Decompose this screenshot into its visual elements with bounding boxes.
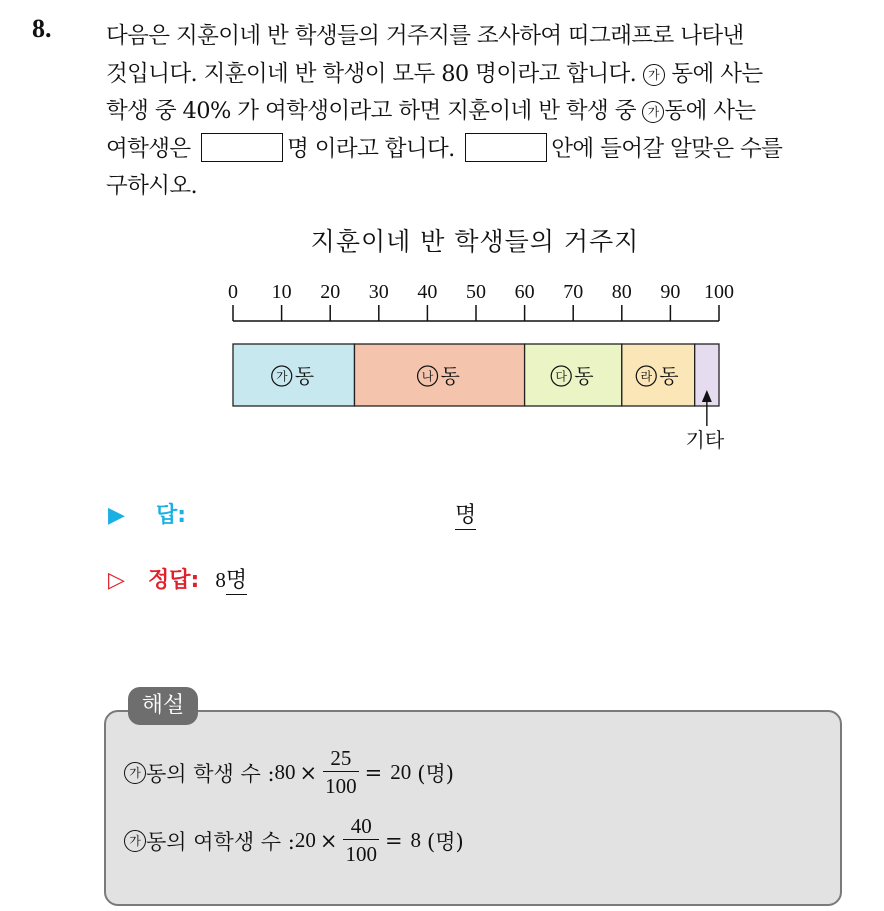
explanation-line-2 <box>124 813 464 868</box>
explanation-1-a: 80 <box>274 760 296 784</box>
explanation-2-op: × <box>319 828 338 853</box>
explanation-2-prefix: 동의 여학생 수 : <box>146 829 295 854</box>
explanation-1-eq: = <box>364 760 383 785</box>
explanation-tab: 해설 <box>128 687 198 725</box>
explanation-1-fraction <box>323 745 359 800</box>
correct-answer-value: 8 <box>215 568 226 592</box>
explanation-1-prefix: 동의 학생 수 : <box>146 761 275 786</box>
question-line-2-tail: 동에 사는 <box>671 60 763 87</box>
explanation-2-a: 20 <box>294 828 316 852</box>
other-label: 기타 <box>685 428 725 452</box>
play-triangle-icon: ▶ <box>108 503 125 528</box>
outline-triangle-icon: ▷ <box>108 568 125 593</box>
segment-marker-text: 라 <box>640 369 653 384</box>
question-line-4-mid: 명 이라고 합니다. <box>287 135 455 162</box>
segment-marker-text: 나 <box>421 369 434 384</box>
segment-marker-text: 다 <box>555 369 567 384</box>
explanation-2-result: 8 <box>410 828 422 852</box>
tick-label: 20 <box>320 281 341 303</box>
tick-label: 70 <box>563 281 584 303</box>
explanation-2-numerator: 40 <box>350 814 372 838</box>
question-number: 8. <box>32 14 52 43</box>
segment-suffix-text: 동 <box>659 364 679 388</box>
explanation-1-unit: (명) <box>417 761 454 786</box>
tick-label: 90 <box>660 281 681 303</box>
tick-label: 100 <box>704 281 734 303</box>
band-segment <box>355 344 525 406</box>
segment-marker-text: 가 <box>275 369 288 384</box>
question-line-5: 구하시오. <box>106 173 198 199</box>
explanation-1-result: 20 <box>390 760 412 784</box>
correct-answer-row <box>108 563 247 594</box>
segment-suffix-text: 동 <box>440 364 460 388</box>
explanation-2-fraction <box>343 813 379 868</box>
segment-suffix-text: 동 <box>294 364 315 388</box>
explanation-1-op: × <box>299 760 318 785</box>
answer-row <box>108 498 186 529</box>
explanation-2-denominator: 100 <box>343 839 379 868</box>
correct-answer-unit: 명 <box>225 568 248 593</box>
marker-ga-icon: 가 <box>124 762 146 784</box>
question-line-1: 다음은 지훈이네 반 학생들의 거주지를 조사하여 띠그래프로 나타낸 <box>106 23 744 49</box>
question-line-4-text: 여학생은 <box>106 135 191 162</box>
explanation-box <box>104 710 842 906</box>
band-segment <box>622 344 695 406</box>
marker-ga-icon: 가 <box>642 101 664 123</box>
question-line-3-text: 학생 중 40% 가 여학생이라고 하면 지훈이네 반 학생 중 <box>106 98 636 124</box>
band-segment <box>233 344 355 406</box>
explanation-line-1 <box>124 745 454 800</box>
question-line-2-text: 것입니다. 지훈이네 반 학생이 모두 80 명이라고 합니다. <box>106 60 637 87</box>
answer-unit <box>455 498 476 529</box>
question-line-3-tail: 동에 사는 <box>664 98 756 124</box>
marker-ga-icon: 가 <box>124 830 146 852</box>
band-segment <box>525 344 622 406</box>
tick-label: 60 <box>514 281 535 303</box>
tick-label: 30 <box>368 281 389 303</box>
explanation-1-denominator: 100 <box>323 771 359 800</box>
answer-label: 답: <box>156 503 187 528</box>
tick-label: 40 <box>417 281 438 303</box>
question-line-4-tail: 안에 들어갈 알맞은 수를 <box>551 135 783 162</box>
tick-label: 80 <box>611 281 632 303</box>
segment-suffix-text: 동 <box>574 364 594 388</box>
explanation-1-numerator: 25 <box>330 746 352 770</box>
marker-ga-icon: 가 <box>643 64 665 86</box>
tick-label: 10 <box>271 281 292 303</box>
explanation-2-eq: = <box>384 828 403 853</box>
correct-answer-label: 정답: <box>148 568 200 593</box>
tick-label: 50 <box>466 281 486 303</box>
answer-unit-text: 명 <box>455 503 477 528</box>
tick-label: 0 <box>228 281 238 303</box>
chart-title: 지훈이네 반 학생들의 거주지 <box>310 227 640 256</box>
explanation-2-unit: (명) <box>427 829 464 854</box>
